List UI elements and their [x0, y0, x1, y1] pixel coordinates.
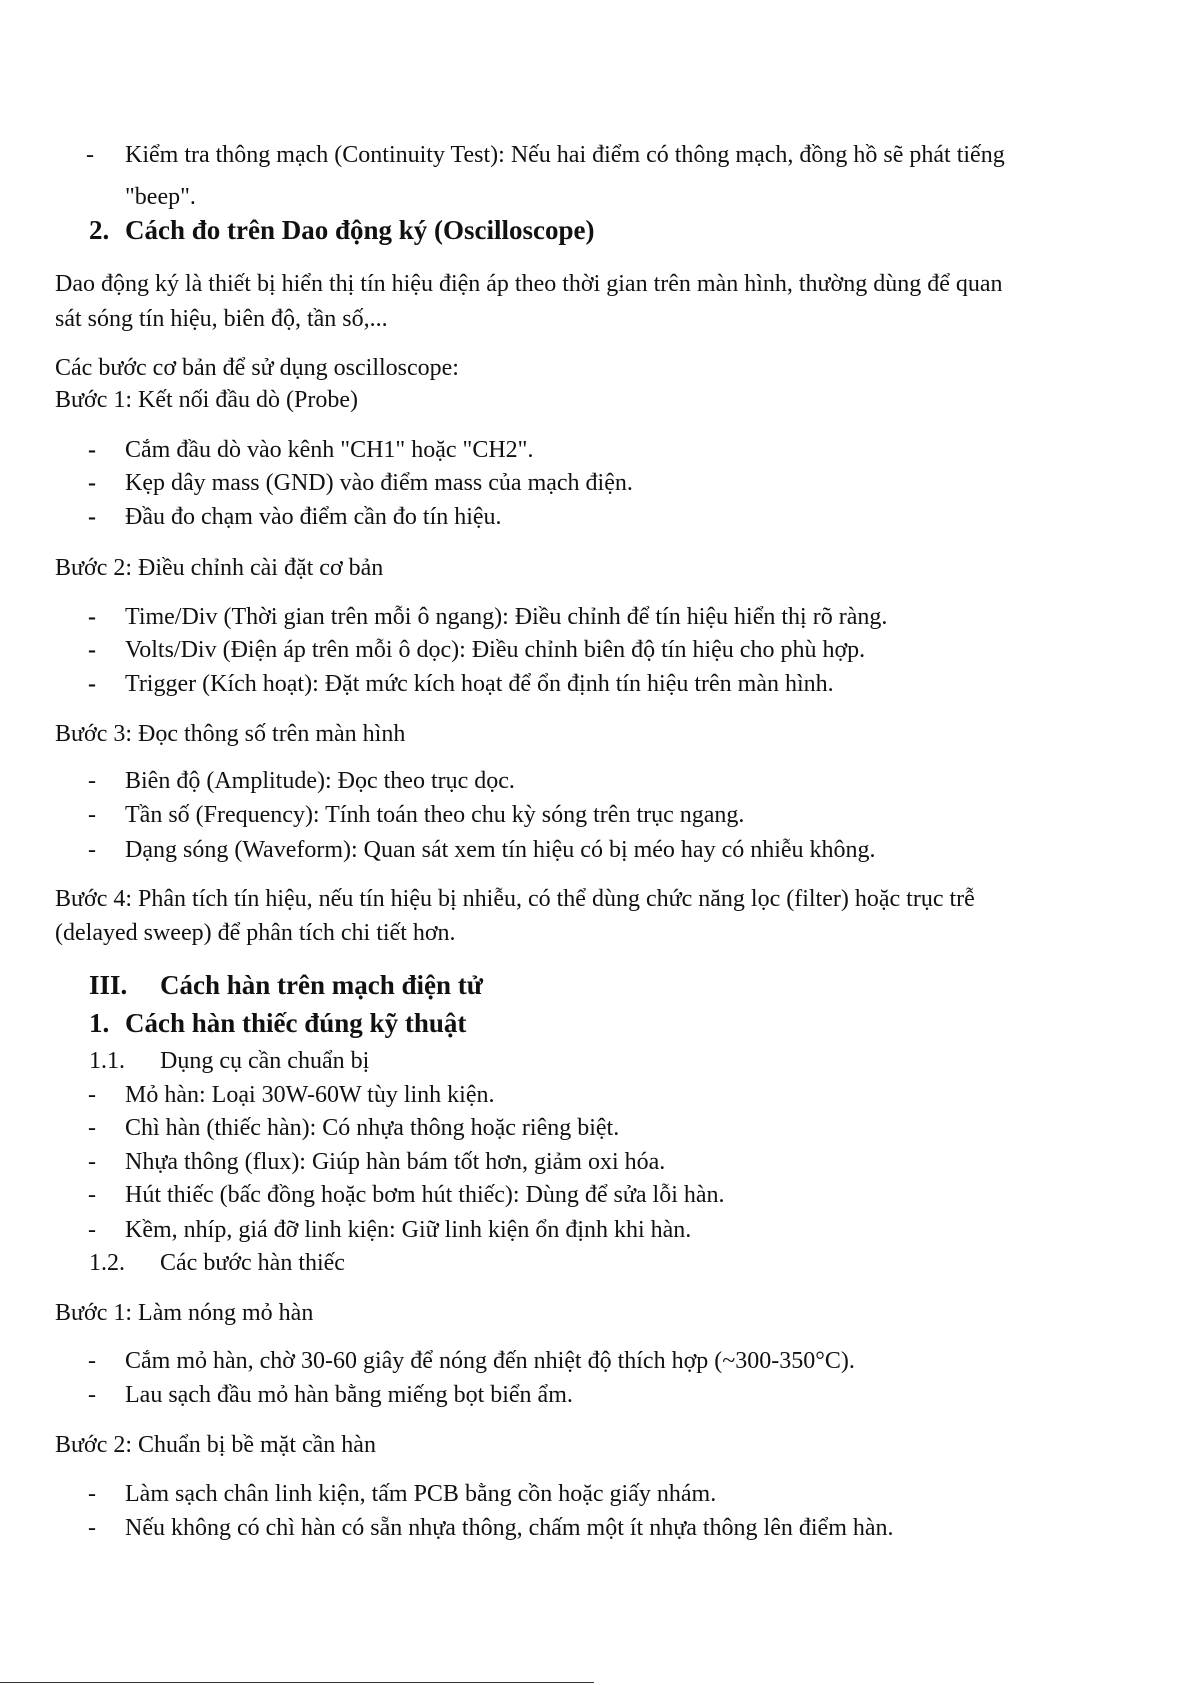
paragraph-continuity-cont: "beep".: [125, 184, 196, 210]
bullet-dash: -: [88, 604, 96, 630]
step-4-line-2: (delayed sweep) để phân tích chi tiết hơn.: [55, 920, 456, 946]
list-item: Dạng sóng (Waveform): Quan sát xem tín hiệu có bị méo hay có nhiễu không.: [125, 837, 876, 863]
heading-number: 1.: [89, 1008, 110, 1038]
footnote-separator: [0, 1682, 594, 1683]
list-item: Làm sạch chân linh kiện, tấm PCB bằng cồn hoặc giấy nhám.: [125, 1481, 717, 1507]
list-item: Volts/Div (Điện áp trên mỗi ô dọc): Điều chỉnh biên độ tín hiệu cho phù hợp.: [125, 637, 866, 663]
paragraph-continuity: Kiểm tra thông mạch (Continuity Test): Nếu hai điểm có thông mạch, đồng hồ sẽ phát tiếng: [125, 142, 1005, 168]
subsection-number: 1.1.: [89, 1048, 125, 1074]
bullet-dash: -: [88, 470, 96, 496]
subsection-number: 1.2.: [89, 1250, 125, 1276]
heading-number: 2.: [89, 215, 110, 245]
bullet-dash: -: [88, 671, 96, 697]
bullet-dash: -: [88, 1481, 96, 1507]
list-item: Mỏ hàn: Loại 30W-60W tùy linh kiện.: [125, 1082, 495, 1108]
list-item: Tần số (Frequency): Tính toán theo chu kỳ sóng trên trục ngang.: [125, 802, 745, 828]
bullet-dash: -: [88, 1149, 96, 1175]
bullet-dash: -: [88, 1082, 96, 1108]
list-item: Cắm mỏ hàn, chờ 30-60 giây để nóng đến nhiệt độ thích hợp (~300-350°C).: [125, 1348, 855, 1374]
bullet-dash: -: [88, 1217, 96, 1243]
list-item: Time/Div (Thời gian trên mỗi ô ngang): Điều chỉnh để tín hiệu hiển thị rõ ràng.: [125, 604, 888, 630]
list-item: Trigger (Kích hoạt): Đặt mức kích hoạt để ổn định tín hiệu trên màn hình.: [125, 671, 834, 697]
paragraph-osc-intro-1: Dao động ký là thiết bị hiển thị tín hiệu điện áp theo thời gian trên màn hình, thường dùng để quan: [55, 271, 1003, 297]
section-number: III.: [89, 970, 128, 1000]
list-item: Nhựa thông (flux): Giúp hàn bám tốt hơn, giảm oxi hóa.: [125, 1149, 666, 1175]
heading-technique: Cách hàn thiếc đúng kỹ thuật: [125, 1008, 467, 1038]
step-4-line-1: Bước 4: Phân tích tín hiệu, nếu tín hiệu bị nhiễu, có thể dùng chức năng lọc (filter) hoặc trục trễ: [55, 886, 975, 912]
bullet-dash: -: [88, 1348, 96, 1374]
list-item: Đầu đo chạm vào điểm cần đo tín hiệu.: [125, 504, 502, 530]
step-2-title: Bước 2: Điều chỉnh cài đặt cơ bản: [55, 555, 384, 581]
paragraph-osc-intro-2: sát sóng tín hiệu, biên độ, tần số,...: [55, 306, 388, 332]
list-item: Kềm, nhíp, giá đỡ linh kiện: Giữ linh kiện ổn định khi hàn.: [125, 1217, 692, 1243]
bullet-dash: -: [86, 142, 94, 168]
bullet-dash: -: [88, 637, 96, 663]
bullet-dash: -: [88, 504, 96, 530]
bullet-dash: -: [88, 837, 96, 863]
heading-oscilloscope: Cách đo trên Dao động ký (Oscilloscope): [125, 215, 595, 245]
bullet-dash: -: [88, 1382, 96, 1408]
paragraph-steps-intro: Các bước cơ bản để sử dụng oscilloscope:: [55, 355, 459, 381]
step-3-title: Bước 3: Đọc thông số trên màn hình: [55, 721, 406, 747]
bullet-dash: -: [88, 802, 96, 828]
list-item: Lau sạch đầu mỏ hàn bằng miếng bọt biển ẩm.: [125, 1382, 573, 1408]
list-item: Nếu không có chì hàn có sẵn nhựa thông, chấm một ít nhựa thông lên điểm hàn.: [125, 1515, 894, 1541]
heading-soldering: Cách hàn trên mạch điện tử: [160, 970, 483, 1000]
bullet-dash: -: [88, 1182, 96, 1208]
bullet-dash: -: [88, 768, 96, 794]
subsection-steps: Các bước hàn thiếc: [160, 1250, 345, 1276]
solder-step-2-title: Bước 2: Chuẩn bị bề mặt cần hàn: [55, 1432, 376, 1458]
list-item: Hút thiếc (bấc đồng hoặc bơm hút thiếc): Dùng để sửa lỗi hàn.: [125, 1182, 725, 1208]
list-item: Kẹp dây mass (GND) vào điểm mass của mạch điện.: [125, 470, 633, 496]
step-1-title: Bước 1: Kết nối đầu dò (Probe): [55, 387, 358, 413]
bullet-dash: -: [88, 1515, 96, 1541]
list-item: Chì hàn (thiếc hàn): Có nhựa thông hoặc riêng biệt.: [125, 1115, 620, 1141]
list-item: Biên độ (Amplitude): Đọc theo trục dọc.: [125, 768, 515, 794]
solder-step-1-title: Bước 1: Làm nóng mỏ hàn: [55, 1300, 314, 1326]
bullet-dash: -: [88, 437, 96, 463]
subsection-tools: Dụng cụ cần chuẩn bị: [160, 1048, 370, 1074]
bullet-dash: -: [88, 1115, 96, 1141]
list-item: Cắm đầu dò vào kênh "CH1" hoặc "CH2".: [125, 437, 534, 463]
